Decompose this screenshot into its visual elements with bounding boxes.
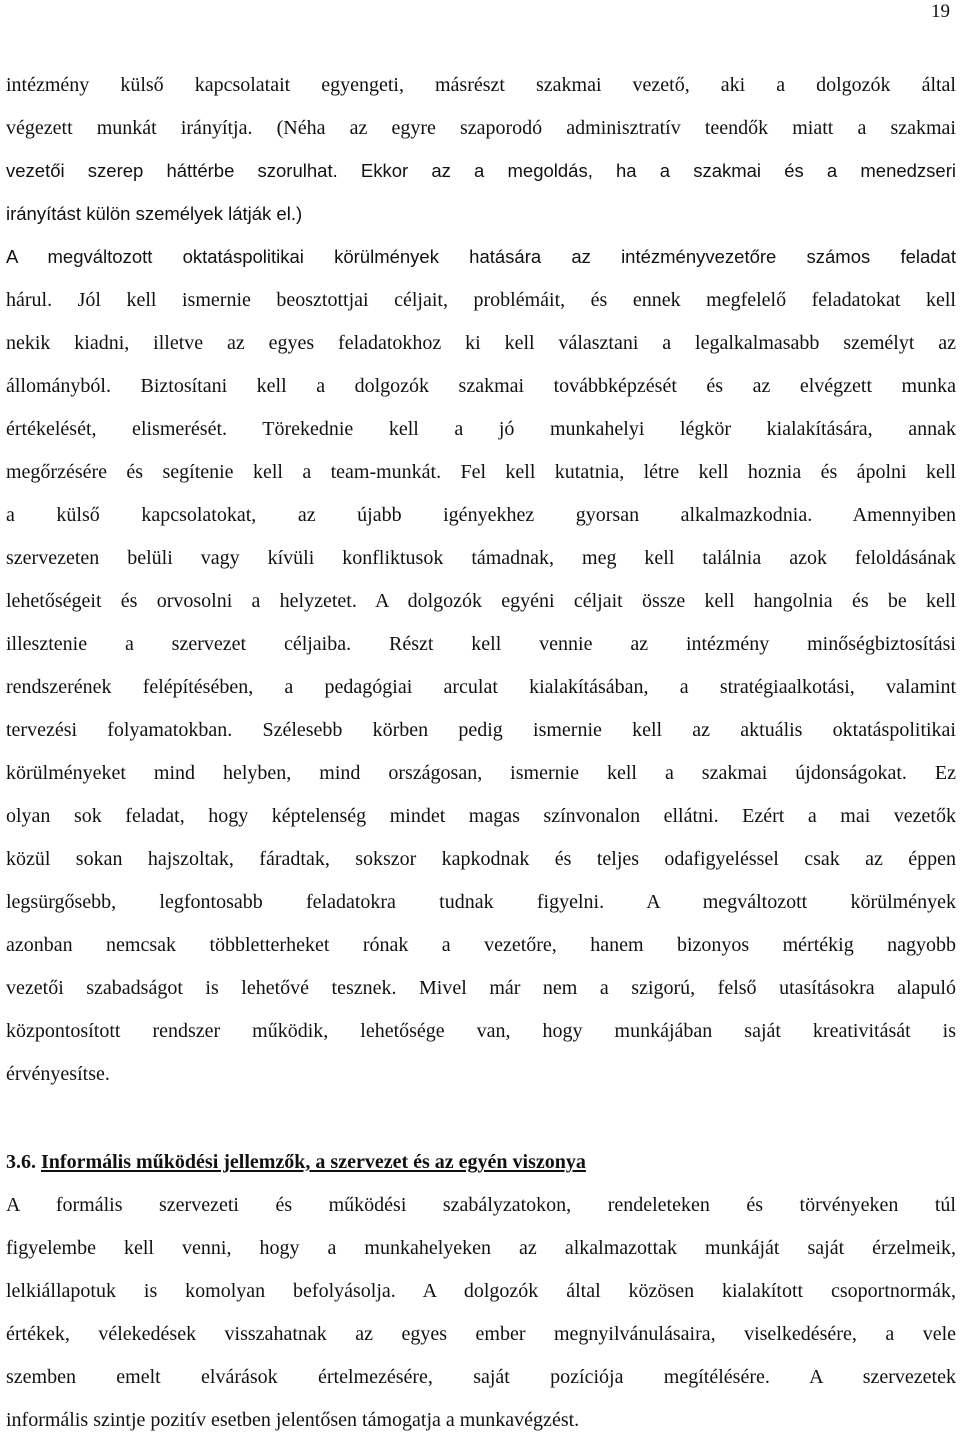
paragraph-line: nekik kiadni, illetve az egyes feladatokhoz ki kell választani a legalkalmasabb személyt az [6, 332, 956, 354]
paragraph-line: értékek, vélekedések visszahatnak az egyes ember megnyilvánulásaira, viselkedésére, a vele [6, 1323, 956, 1345]
paragraph-line: informális szintje pozitív esetben jelentősen támogatja a munkavégzést. [6, 1409, 580, 1431]
paragraph-line: a külső kapcsolatokat, az újabb igényekhez gyorsan alkalmazkodnia. Amennyiben [6, 504, 956, 526]
paragraph-line: vezetői szerep háttérbe szorulhat. Ekkor az a megoldás, ha a szakmai és a menedzseri [6, 160, 956, 181]
page-number: 19 [931, 1, 950, 22]
paragraph-line: lelkiállapotuk is komolyan befolyásolja. A dolgozók által közösen kialakított csoportnormák, [6, 1280, 956, 1302]
paragraph-line: hárul. Jól kell ismernie beosztottjai céljait, problémáit, és ennek megfelelő feladatokat kell [6, 289, 956, 311]
paragraph-line: megőrzésére és segítenie kell a team-munkát. Fel kell kutatnia, létre kell hoznia és ápolni kell [6, 461, 956, 483]
paragraph-line: értékelését, elismerését. Törekednie kell a jó munkahelyi légkör kialakítására, annak [6, 418, 956, 440]
paragraph-line: érvényesítse. [6, 1063, 110, 1085]
paragraph-line: azonban nemcsak többletterheket rónak a vezetőre, hanem bizonyos mértékig nagyobb [6, 934, 956, 956]
section-heading [6, 1149, 956, 1175]
paragraph-line: A megváltozott oktatáspolitikai körülmények hatására az intézményvezetőre számos feladat [6, 246, 956, 267]
paragraph-line: központosított rendszer működik, lehetősége van, hogy munkájában saját kreativitását is [6, 1020, 956, 1042]
paragraph-line: intézmény külső kapcsolatait egyengeti, másrészt szakmai vezető, aki a dolgozók által [6, 74, 956, 96]
paragraph-line: illesztenie a szervezet céljaiba. Részt kell vennie az intézmény minőségbiztosítási [6, 633, 956, 655]
paragraph-line: legsürgősebb, legfontosabb feladatokra tudnak figyelni. A megváltozott körülmények [6, 891, 956, 913]
paragraph-line: vezetői szabadságot is lehetővé tesznek. Mivel már nem a szigorú, felső utasításokra alapuló [6, 977, 956, 999]
paragraph-line: figyelembe kell venni, hogy a munkahelyeken az alkalmazottak munkáját saját érzelmeik, [6, 1237, 956, 1259]
section-title: Informális működési jellemzők, a szervezet és az egyén viszonya [41, 1151, 586, 1173]
paragraph-line: olyan sok feladat, hogy képtelenség mindet magas színvonalon ellátni. Ezért a mai vezetők [6, 805, 956, 827]
paragraph-line: szervezeten belüli vagy kívüli konfliktusok támadnak, meg kell találnia azok feloldásának [6, 547, 956, 569]
paragraph-line: irányítást külön személyek látják el.) [6, 203, 303, 224]
paragraph-line: végezett munkát irányítja. (Néha az egyre szaporodó adminisztratív teendők miatt a szakmai [6, 117, 956, 139]
paragraph-line: tervezési folyamatokban. Szélesebb körben pedig ismernie kell az aktuális oktatáspolitikai [6, 719, 956, 741]
paragraph-line: közül sokan hajszoltak, fáradtak, sokszor kapkodnak és teljes odafigyeléssel csak az éppen [6, 848, 956, 870]
paragraph-line: lehetőségeit és orvosolni a helyzetet. A dolgozók egyéni céljait össze kell hangolnia és be kell [6, 590, 956, 612]
paragraph-line: A formális szervezeti és működési szabályzatokon, rendeleteken és törvényeken túl [6, 1194, 956, 1216]
section-number: 3.6. [6, 1151, 36, 1173]
paragraph-line: szemben emelt elvárások értelmezésére, saját pozíciója megítélésére. A szervezetek [6, 1366, 956, 1388]
paragraph-line: állományból. Biztosítani kell a dolgozók szakmai továbbképzését és az elvégzett munka [6, 375, 956, 397]
paragraph-line: körülményeket mind helyben, mind országosan, ismernie kell a szakmai újdonságokat. Ez [6, 762, 956, 784]
paragraph-line: rendszerének felépítésében, a pedagógiai arculat kialakításában, a stratégiaalkotási, valamint [6, 676, 956, 698]
